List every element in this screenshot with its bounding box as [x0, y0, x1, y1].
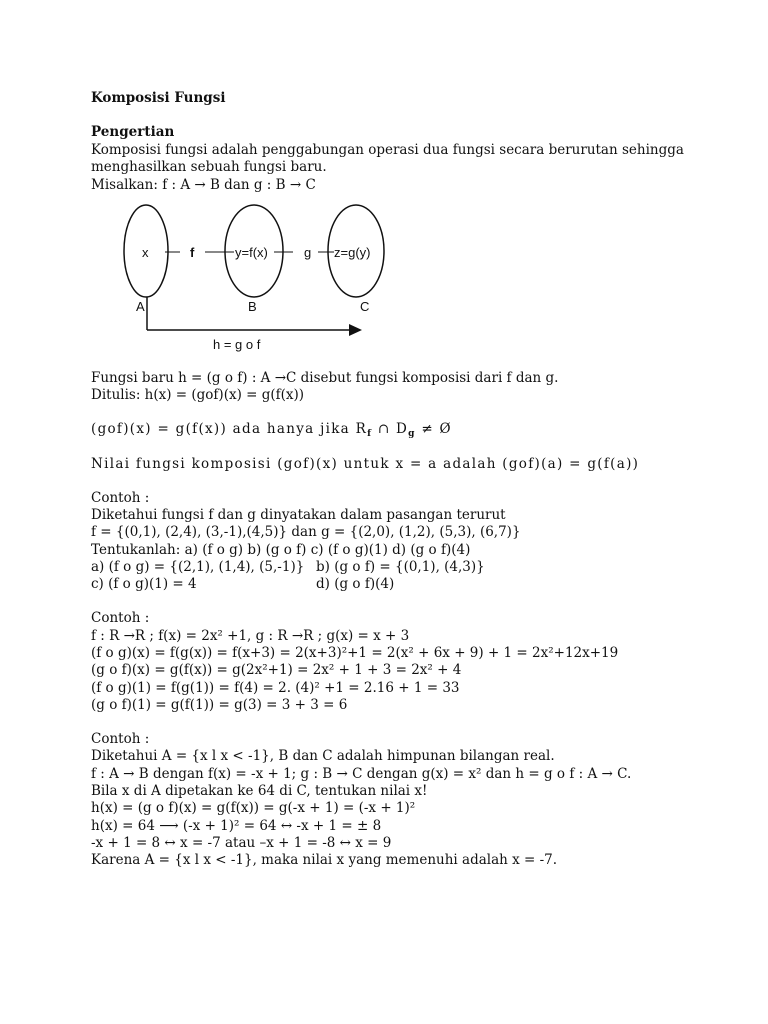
condition-pre: (gof)(x) = g(f(x)) ada hanya jika R	[91, 421, 368, 437]
example1-answers-row-1	[91, 559, 571, 576]
definition-text-2: Ditulis: h(x) = (gof)(x) = g(f(x))	[91, 387, 305, 403]
page-title: Komposisi Fungsi	[91, 90, 226, 106]
example2-text-1: f : R →R ; f(x) = 2x² +1, g : R →R ; g(x) = x + 3	[91, 628, 410, 644]
pengertian-text-2: menghasilkan sebuah fungsi baru.	[91, 159, 327, 175]
condition-sub-g: g	[408, 429, 416, 439]
example2-text-5: (g o f)(1) = g(f(1)) = g(3) = 3 + 3 = 6	[91, 697, 348, 713]
example1-text-2: f = {(0,1), (2,4), (3,-1),(4,5)} dan g = {(2,0), (1,2), (5,3), (6,7)}	[91, 524, 521, 540]
pengertian-example-mapping: Misalkan: f : A → B dan g : B → C	[91, 177, 316, 193]
set-a-label: A	[136, 299, 145, 314]
example1-answer-c: c) (f o g)(1) = 4	[91, 576, 197, 592]
condition-mid: ∩ D	[372, 421, 409, 437]
composition-diagram	[0, 0, 768, 370]
diagram-label-z: z=g(y)	[334, 245, 371, 260]
example3-text-4: h(x) = (g o f)(x) = g(f(x)) = g(-x + 1) = (-x + 1)²	[91, 800, 416, 816]
diagram-label-g: g	[304, 245, 312, 260]
h-composition-label: h = g o f	[213, 337, 261, 352]
example3-text-1: Diketahui A = {x l x < -1}, B dan C adalah himpunan bilangan real.	[91, 748, 555, 764]
definition-condition	[91, 421, 452, 443]
condition-post: ≠ Ø	[415, 421, 452, 437]
example2-text-3: (g o f)(x) = g(f(x)) = g(2x²+1) = 2x² + 1 + 3 = 2x² + 4	[91, 662, 462, 678]
example1-text-1: Diketahui fungsi f dan g dinyatakan dalam pasangan terurut	[91, 507, 506, 523]
arrowhead-icon	[349, 324, 362, 336]
example1-answers-row-2	[91, 576, 571, 593]
diagram-label-y: y=f(x)	[235, 245, 268, 260]
set-b-label: B	[248, 299, 257, 314]
diagram-label-x: x	[142, 245, 149, 260]
example1-question: Tentukanlah: a) (f o g) b) (g o f) c) (f o g)(1) d) (g o f)(4)	[91, 542, 471, 558]
example3-heading: Contoh :	[91, 731, 150, 747]
example3-text-6: -x + 1 = 8 ↔ x = -7 atau –x + 1 = -8 ↔ x = 9	[91, 835, 392, 851]
example3-text-3: Bila x di A dipetakan ke 64 di C, tentukan nilai x!	[91, 783, 428, 799]
example3-conclusion: Karena A = {x l x < -1}, maka nilai x yang memenuhi adalah x = -7.	[91, 852, 558, 868]
example3-text-2: f : A → B dengan f(x) = -x + 1; g : B → C dengan g(x) = x² dan h = g o f : A → C.	[91, 766, 632, 782]
example3-text-5: h(x) = 64 ⟶ (-x + 1)² = 64 ↔ -x + 1 = ± 8	[91, 818, 382, 834]
example1-heading: Contoh :	[91, 490, 150, 506]
set-c-label: C	[360, 299, 370, 314]
example1-answer-d: d) (g o f)(4)	[316, 576, 395, 592]
example2-text-4: (f o g)(1) = f(g(1)) = f(4) = 2. (4)² +1 = 2.16 + 1 = 33	[91, 680, 460, 696]
diagram-label-f: f	[190, 245, 195, 260]
example2-heading: Contoh :	[91, 610, 150, 626]
pengertian-text-1: Komposisi fungsi adalah penggabungan operasi dua fungsi secara berurutan sehingga	[91, 142, 684, 158]
definition-text-1: Fungsi baru h = (g o f) : A →C disebut fungsi komposisi dari f dan g.	[91, 370, 559, 386]
definition-value: Nilai fungsi komposisi (gof)(x) untuk x = a adalah (gof)(a) = g(f(a))	[91, 456, 640, 472]
section-heading-pengertian: Pengertian	[91, 124, 175, 140]
example2-text-2: (f o g)(x) = f(g(x)) = f(x+3) = 2(x+3)²+1 = 2(x² + 6x + 9) + 1 = 2x²+12x+19	[91, 645, 619, 661]
condition-sub-f: f	[367, 429, 373, 439]
example1-answer-b: b) (g o f) = {(0,1), (4,3)}	[316, 559, 485, 575]
example1-answer-a: a) (f o g) = {(2,1), (1,4), (5,-1)}	[91, 559, 305, 575]
